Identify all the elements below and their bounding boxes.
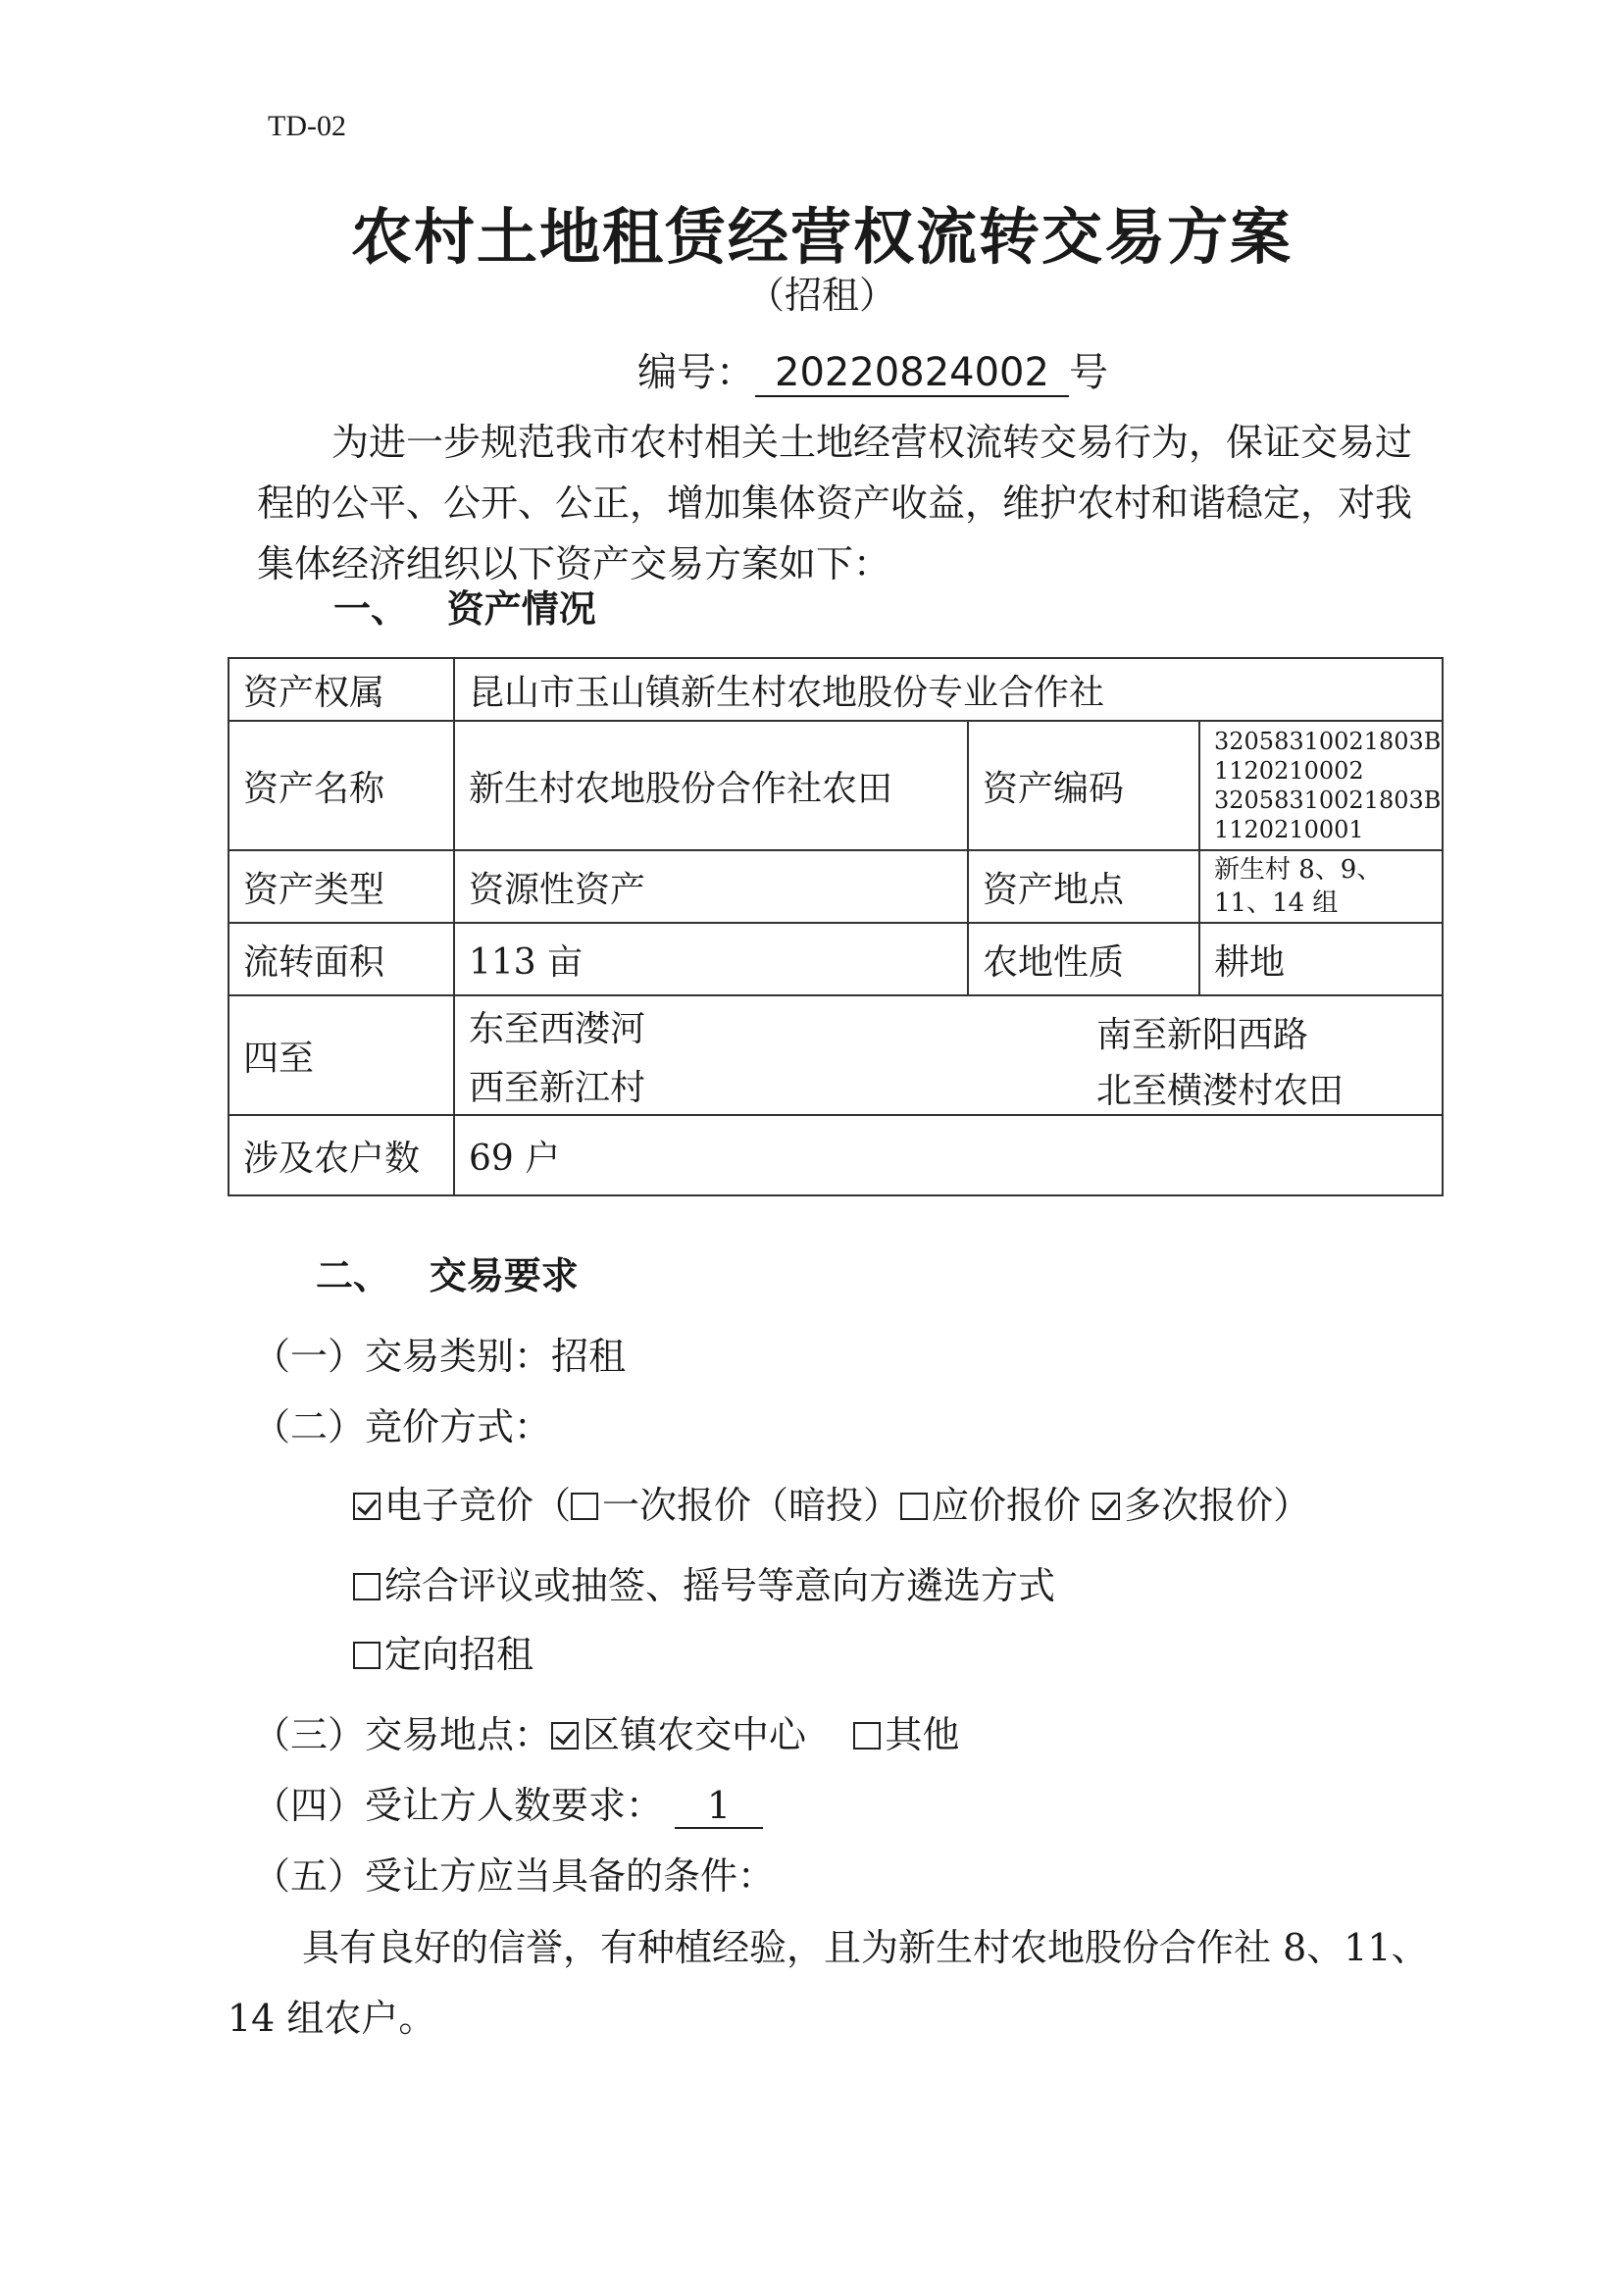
once-checkbox[interactable]	[571, 1493, 598, 1520]
bidders-label: （四）受让方人数要求：	[253, 1784, 664, 1827]
type-value: 资源性资产	[469, 869, 646, 910]
boundary-east: 东至西漤河	[469, 1008, 646, 1049]
respond-label: 应价报价	[932, 1484, 1082, 1527]
code-line-2: 1120210002	[1214, 757, 1364, 785]
area-label: 流转面积	[243, 941, 385, 983]
asset-table	[228, 657, 1444, 1196]
section-2-title: 交易要求	[429, 1254, 579, 1297]
other-label: 其他	[885, 1713, 960, 1756]
intro-paragraph: 为进一步规范我市农村相关土地经营权流转交易行为，保证交易过程的公平、公开、公正，增加集体资产收益，维护农村和谐稳定，对我集体经济组织以下资产交易方案如下：	[257, 421, 1413, 585]
comprehensive-checkbox[interactable]	[353, 1573, 381, 1600]
number-label: 编号：	[637, 350, 755, 395]
electronic-checkbox[interactable]	[353, 1493, 381, 1520]
multiple-label: 多次报价）	[1124, 1484, 1311, 1527]
venue-label: （三）交易地点：	[253, 1713, 552, 1756]
center-checkbox[interactable]	[551, 1722, 579, 1750]
requirement-conditions-label: （五）受让方应当具备的条件：	[253, 1854, 776, 1898]
respond-checkbox[interactable]	[900, 1493, 928, 1520]
code-line-3: 32058310021803B	[1214, 786, 1442, 814]
type-label: 资产类型	[243, 869, 385, 910]
requirement-bidding-label: （二）竞价方式：	[253, 1405, 552, 1448]
name-label: 资产名称	[243, 768, 385, 809]
document-number	[637, 341, 1108, 397]
document-title: 农村土地租赁经营权流转交易方案	[350, 201, 1293, 273]
section-2-number: 二、	[316, 1254, 391, 1297]
center-label: 区镇农交中心	[583, 1713, 807, 1756]
bidders-value: 1	[675, 1784, 763, 1829]
bidding-directed-row	[353, 1624, 533, 1678]
number-value: 20220824002	[755, 350, 1069, 397]
households-value: 69 户	[469, 1138, 561, 1179]
code-values	[1200, 722, 1442, 849]
type-req-label: （一）交易类别：	[253, 1335, 552, 1378]
section-1-title: 资产情况	[446, 587, 596, 631]
comprehensive-label: 综合评议或抽签、摇号等意向方遴选方式	[384, 1564, 1056, 1607]
once-label: 一次报价（暗投）	[602, 1484, 901, 1527]
nature-label: 农地性质	[983, 941, 1125, 983]
name-value: 新生村农地股份合作社农田	[469, 768, 893, 809]
owner-label: 资产权属	[243, 672, 385, 713]
nature-value: 耕地	[1214, 941, 1286, 983]
boundary-north: 北至横漤村农田	[1096, 1070, 1345, 1111]
requirement-venue	[253, 1704, 959, 1758]
number-suffix: 号	[1068, 350, 1108, 395]
document-code: TD-02	[268, 110, 346, 142]
conditions-text: 具有良好的信誉，有种植经验，且为新生村农地股份合作社 8、11、14 组农户。	[228, 1926, 1429, 2040]
households-label: 涉及农户数	[243, 1138, 421, 1179]
section-1-number: 一、	[333, 587, 409, 631]
type-req-value: 招租	[551, 1335, 627, 1378]
electronic-label: 电子竞价（	[384, 1484, 572, 1527]
boundary-label: 四至	[243, 1038, 315, 1079]
directed-label: 定向招租	[384, 1633, 534, 1676]
code-line-1: 32058310021803B	[1214, 728, 1442, 755]
requirement-type	[253, 1326, 626, 1380]
owner-value: 昆山市玉山镇新生村农地股份专业合作社	[469, 672, 1105, 713]
code-line-4: 1120210001	[1214, 816, 1364, 843]
section-1-heading	[333, 579, 596, 633]
area-value: 113 亩	[469, 941, 584, 983]
multiple-checkbox[interactable]	[1092, 1493, 1120, 1520]
document-subtitle: （招租）	[746, 274, 896, 317]
location-label: 资产地点	[983, 869, 1125, 910]
directed-checkbox[interactable]	[353, 1642, 381, 1669]
boundary-west: 西至新江村	[469, 1067, 646, 1108]
section-2-heading	[316, 1245, 579, 1299]
boundary-south: 南至新阳西路	[1096, 1014, 1309, 1055]
code-label: 资产编码	[983, 768, 1125, 809]
bidding-comprehensive-row	[353, 1555, 1055, 1609]
bidding-electronic-row	[353, 1475, 1310, 1529]
other-checkbox[interactable]	[853, 1722, 881, 1750]
requirement-bidders	[253, 1775, 763, 1829]
location-value: 新生村 8、9、11、14 组	[1214, 855, 1383, 918]
